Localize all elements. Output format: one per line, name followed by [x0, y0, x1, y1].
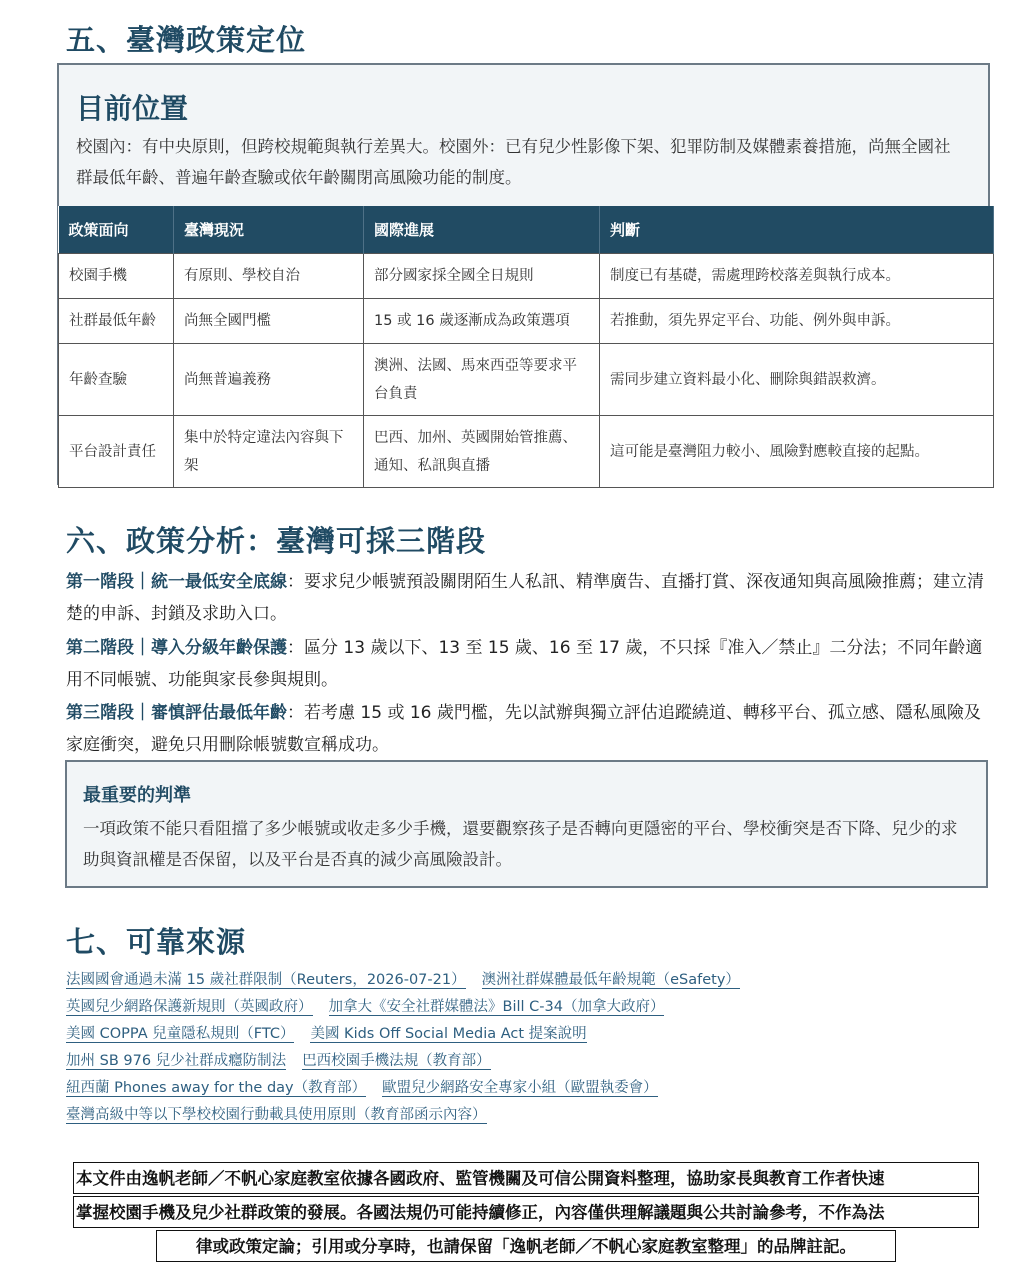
key-criteria-box [65, 760, 988, 888]
source-link[interactable]: 加州 SB 976 兒少社群成癮防制法 [66, 1053, 287, 1069]
table-row [59, 299, 994, 344]
source-link[interactable]: 臺灣高級中等以下學校校園行動載具使用原則（教育部函示內容） [66, 1107, 487, 1123]
table-cell: 巴西、加州、英國開始管推薦、通知、私訊與直播 [364, 416, 600, 488]
stage-2-text: ：區分 13 歲以下、13 至 15 歲、16 至 17 歲，不只採『准入／禁止』二分法；不同年齡適用不同帳號、功能與家長參與規則。 [66, 638, 983, 690]
source-link[interactable]: 澳洲社群媒體最低年齡規範（eSafety） [481, 972, 740, 988]
source-link[interactable]: 加拿大《安全社群媒體法》Bill C-34（加拿大政府） [328, 999, 665, 1015]
stage-1 [66, 566, 991, 630]
source-link[interactable]: 英國兒少網路保護新規則（英國政府） [66, 999, 313, 1015]
table-cell: 15 或 16 歲逐漸成為政策選項 [364, 299, 600, 344]
table-cell: 校園手機 [59, 254, 174, 299]
source-row [66, 968, 996, 995]
source-row [66, 995, 996, 1022]
stage-1-label: 第一階段｜統一最低安全底線 [66, 572, 287, 592]
table-row [59, 416, 994, 488]
current-position-box [57, 63, 990, 485]
source-row [66, 1103, 996, 1130]
section-5-heading: 五、臺灣政策定位 [66, 23, 307, 57]
col-header-judgement: 判斷 [600, 206, 994, 254]
key-criteria-title: 最重要的判準 [83, 785, 191, 806]
col-header-international: 國際進展 [364, 206, 600, 254]
disclaimer-line: 掌握校園手機及兒少社群政策的發展。各國法規仍可能持續修正，內容僅供理解議題與公共討論參考，不作為法 [73, 1196, 979, 1228]
stage-1-text: ：要求兒少帳號預設關閉陌生人私訊、精準廣告、直播打賞、深夜通知與高風險推薦；建立清楚的申訴、封鎖及求助入口。 [66, 572, 984, 624]
source-row [66, 1076, 996, 1103]
current-position-text: 校園內：有中央原則，但跨校規範與執行差異大。校園外：已有兒少性影像下架、犯罪防制及媒體素養措施，尚無全國社群最低年齡、普遍年齡查驗或依年齡關閉高風險功能的制度。 [76, 137, 951, 187]
disclaimer-line: 律或政策定論；引用或分享時，也請保留「逸帆老師／不帆心家庭教室整理」的品牌註記。 [156, 1230, 896, 1262]
source-link[interactable]: 法國國會通過未滿 15 歲社群限制（Reuters，2026-07-21） [66, 972, 466, 988]
table-cell: 尚無全國門檻 [174, 299, 364, 344]
table-cell: 年齡查驗 [59, 344, 174, 416]
source-link[interactable]: 紐西蘭 Phones away for the day（教育部） [66, 1080, 367, 1096]
source-link[interactable]: 巴西校園手機法規（教育部） [302, 1053, 491, 1069]
table-cell: 平台設計責任 [59, 416, 174, 488]
table-cell: 澳洲、法國、馬來西亞等要求平台負責 [364, 344, 600, 416]
source-link[interactable]: 美國 COPPA 兒童隱私規則（FTC） [66, 1026, 295, 1042]
stage-3-text: ：若考慮 15 或 16 歲門檻，先以試辦與獨立評估追蹤繞道、轉移平台、孤立感、隱私風險及家庭衝突，避免只用刪除帳號數宣稱成功。 [66, 703, 981, 755]
table-cell: 若推動，須先界定平台、功能、例外與申訴。 [600, 299, 994, 344]
stage-2-label: 第二階段｜導入分級年齡保護 [66, 638, 287, 658]
table-row [59, 254, 994, 299]
source-row [66, 1049, 996, 1076]
source-link[interactable]: 美國 Kids Off Social Media Act 提案說明 [310, 1026, 587, 1042]
table-cell: 尚無普遍義務 [174, 344, 364, 416]
table-cell: 部分國家採全國全日規則 [364, 254, 600, 299]
table-cell: 這可能是臺灣阻力較小、風險對應較直接的起點。 [600, 416, 994, 488]
source-link[interactable]: 歐盟兒少網路安全專家小組（歐盟執委會） [382, 1080, 658, 1096]
section-6-heading: 六、政策分析：臺灣可採三階段 [66, 524, 487, 558]
table-cell: 制度已有基礎，需處理跨校落差與執行成本。 [600, 254, 994, 299]
stage-3-label: 第三階段｜審慎評估最低年齡 [66, 703, 287, 723]
table-cell: 需同步建立資料最小化、刪除與錯誤救濟。 [600, 344, 994, 416]
table-cell: 社群最低年齡 [59, 299, 174, 344]
col-header-taiwan: 臺灣現況 [174, 206, 364, 254]
stage-2 [66, 632, 991, 696]
policy-table-header [59, 206, 994, 254]
disclaimer-line: 本文件由逸帆老師／不帆心家庭教室依據各國政府、監管機關及可信公開資料整理，協助家長與教育工作者快速 [73, 1162, 979, 1194]
table-cell: 集中於特定違法內容與下架 [174, 416, 364, 488]
col-header-aspect: 政策面向 [59, 206, 174, 254]
current-position-title: 目前位置 [76, 92, 189, 125]
source-row [66, 1022, 996, 1049]
key-criteria-text: 一項政策不能只看阻擋了多少帳號或收走多少手機，還要觀察孩子是否轉向更隱密的平台、學校衝突是否下降、兒少的求助與資訊權是否保留，以及平台是否真的減少高風險設計。 [83, 819, 958, 869]
stage-3 [66, 697, 991, 761]
policy-table [58, 206, 994, 488]
section-7-heading: 七、可靠來源 [66, 925, 247, 959]
table-row [59, 344, 994, 416]
sources-list [66, 968, 996, 1130]
table-cell: 有原則、學校自治 [174, 254, 364, 299]
